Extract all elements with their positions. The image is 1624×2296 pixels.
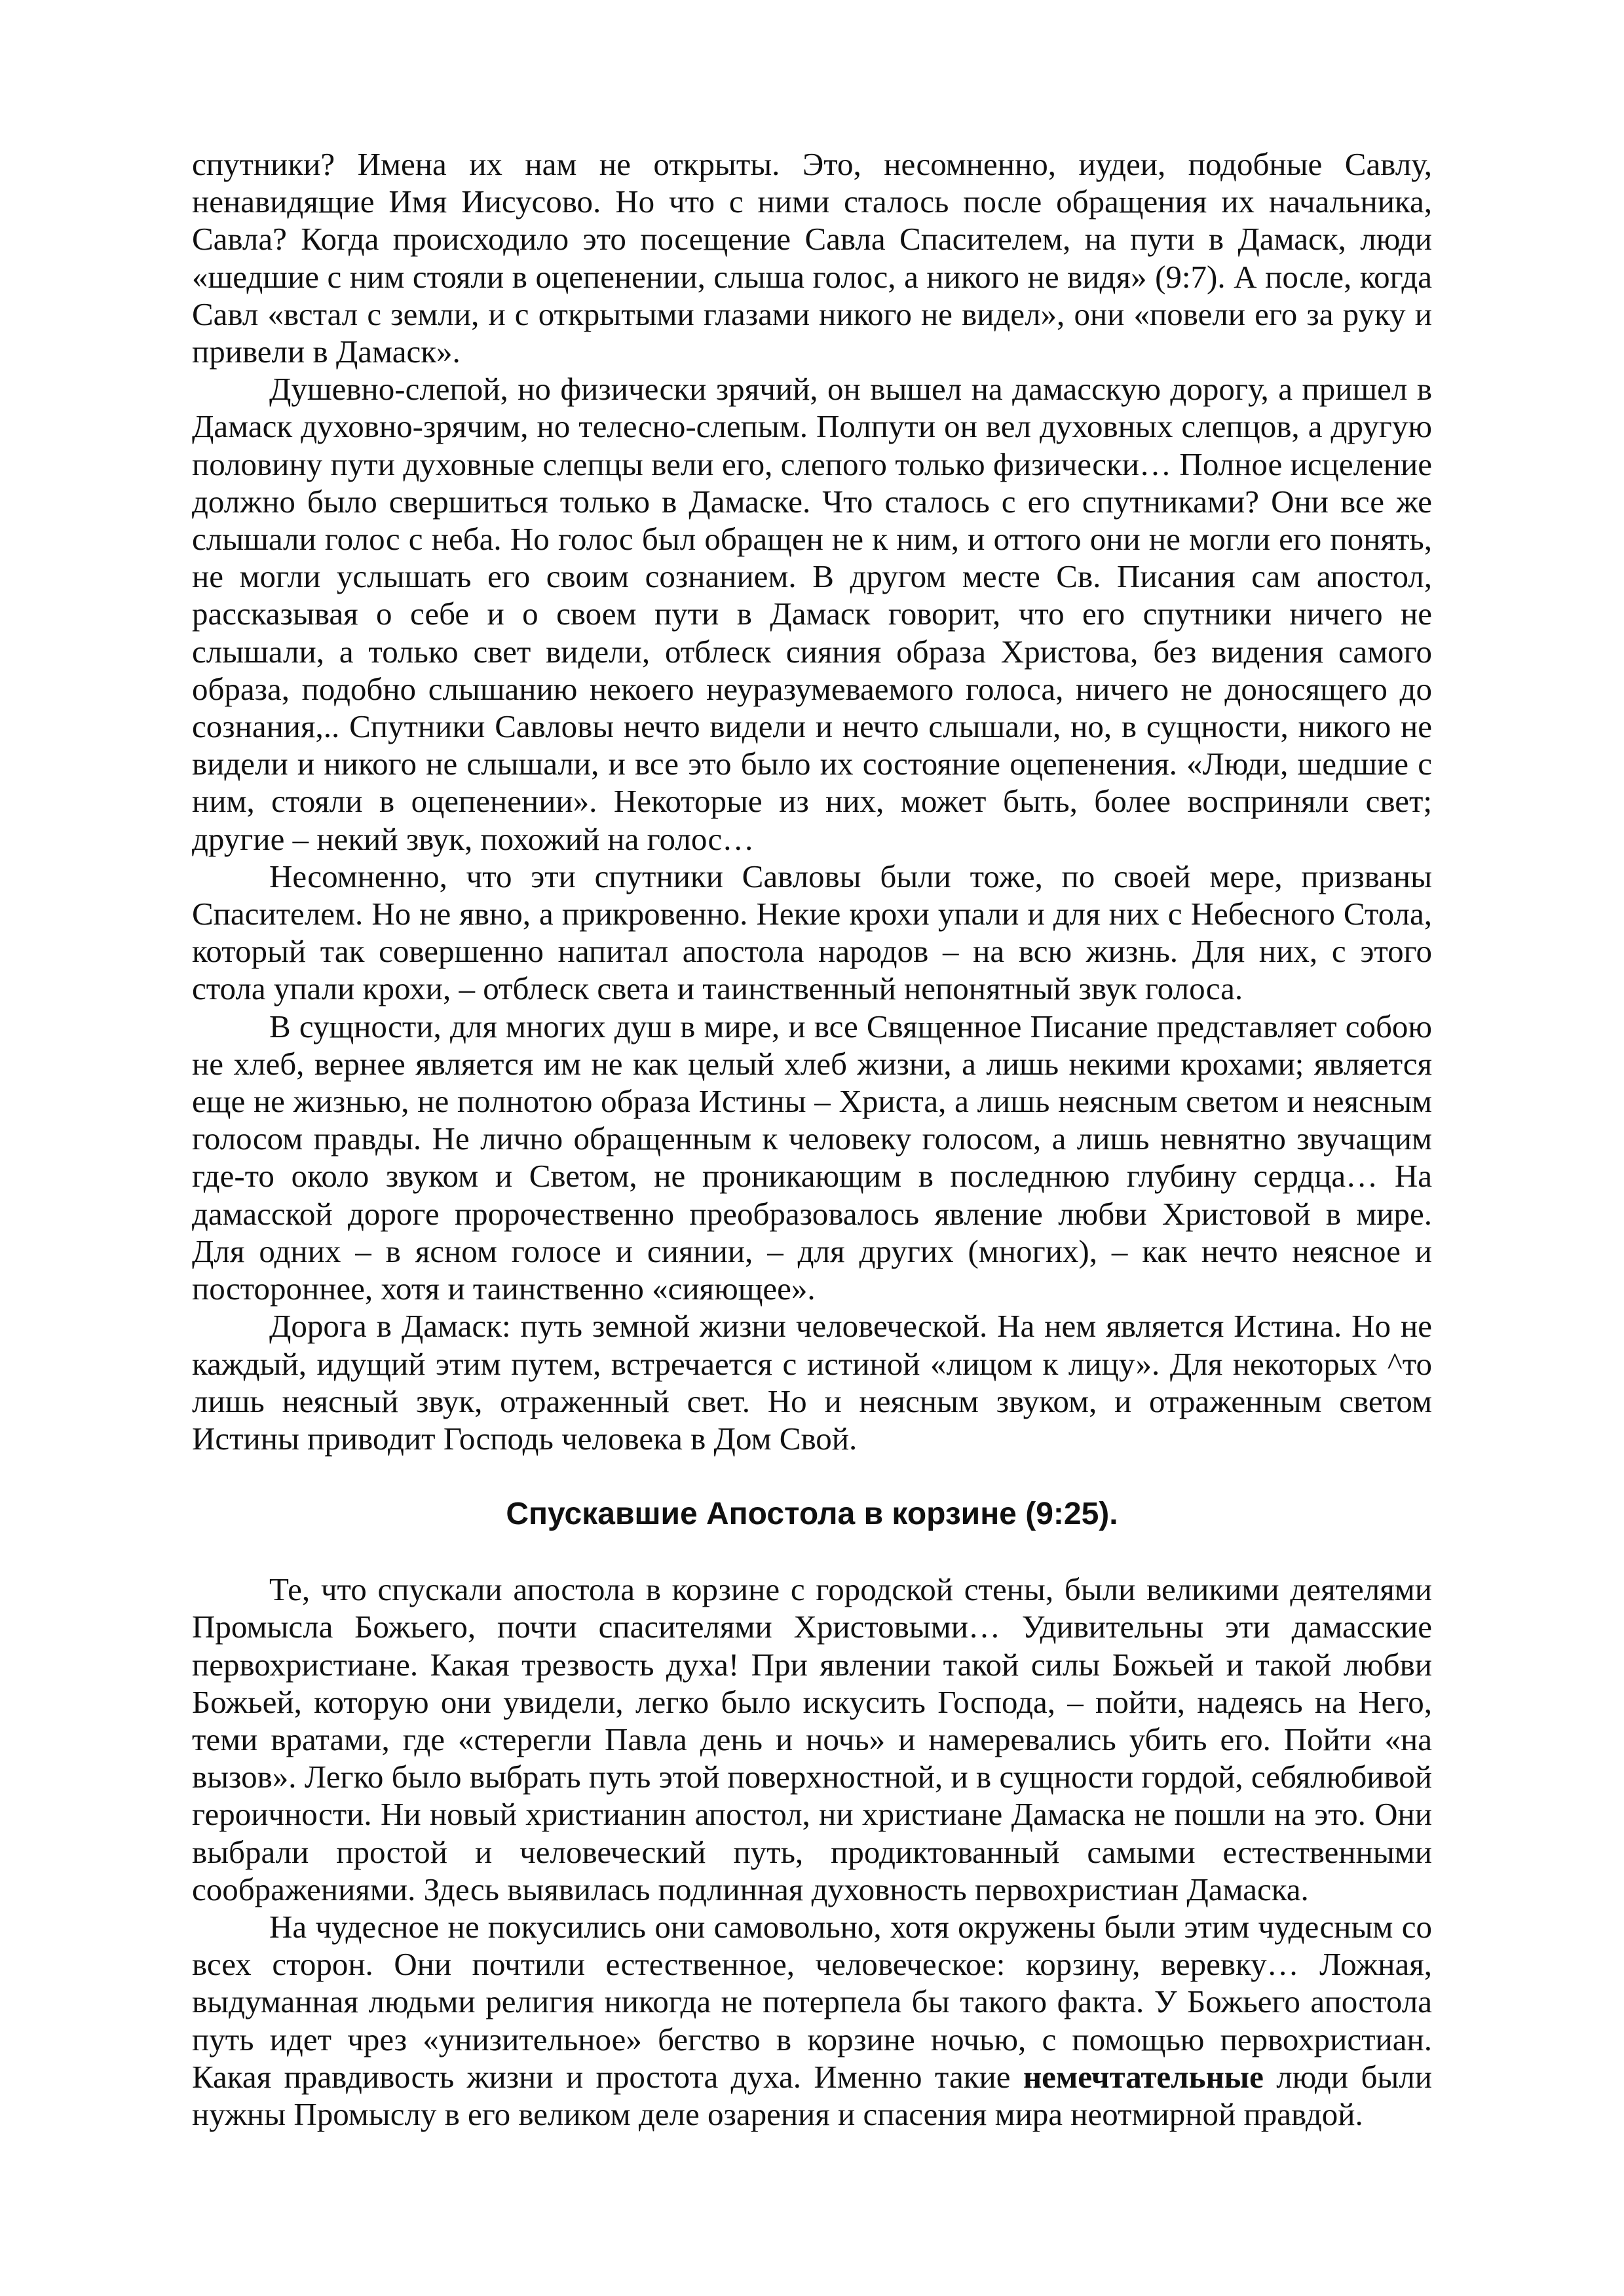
- paragraph-1: спутники? Имена их нам не открыты. Это, несомненно, иудеи, подобные Савлу, ненавидящие Имя Иисусово. Но что с ними сталось после обращения их начальника, Савла? Когда происходило это посещение Савла Спасителем, на пути в Дамаск, люди «шедшие с ним стояли в оцепенении, слыша голос, а никого не видя» (9:7). А после, когда Савл «встал с земли, и с открытыми глазами никого не видел», они «повели его за руку и привели в Дамаск».: [192, 146, 1432, 370]
- bold-word: немечтательные: [1023, 2058, 1264, 2095]
- paragraph-7-text-start: На чудесное не покусились они самовольно, хотя окружены были этим чудесным со всех сторон. Они почтили естественное, человеческое: корзину, веревку… Ложная, выдуманная людьми религия никогда не потерпела бы такого факта. У Божьего апостола путь идет чрез «унизительное» бегство в корзине ночью, с помощью первохристиан. Какая правдивость жизни и простота духа. Именно такие: [192, 1908, 1432, 2095]
- paragraph-7: [192, 1908, 1432, 2133]
- paragraph-5: Дорога в Дамаск: путь земной жизни человеческой. На нем является Истина. Но не каждый, идущий этим путем, встречается с истиной «лицом к лицу». Для некоторых ^то лишь неясный звук, отраженный свет. Но и неясным звуком, и отраженным светом Истины приводит Господь человека в Дом Свой.: [192, 1308, 1432, 1457]
- paragraph-3: Несомненно, что эти спутники Савловы были тоже, по своей мере, призваны Спасителем. Но не явно, а прикровенно. Некие крохи упали и для них с Небесного Стола, который так совершенно напитал апостола народов – на всю жизнь. Для них, с этого стола упали крохи, – отблеск света и таинственный непонятный звук голоса.: [192, 858, 1432, 1007]
- paragraph-6: Те, что спускали апостола в корзине с городской стены, были великими деятелями Промысла Божьего, почти спасителями Христовыми… Удивительны эти дамасские первохристиане. Какая трезвость духа! При явлении такой силы Божьей и такой любви Божьей, которую они увидели, легко было искусить Господа, – пойти, надеясь на Него, теми вратами, где «стерегли Павла день и ночь» и намеревались убить его. Пойти «на вызов». Легко было выбрать путь этой поверхностной, и в сущности гордой, себялюбивой героичности. Ни новый христианин апостол, ни христиане Дамаска не пошли на это. Они выбрали простой и человеческий путь, продиктованный самыми естественными соображениями. Здесь выявилась подлинная духовность первохристиан Дамаска.: [192, 1571, 1432, 1907]
- paragraph-7-text-end: люди были нужны Промыслу в его великом деле озарения и спасения мира неотмирной правдой.: [192, 2058, 1432, 2132]
- section-heading: Спускавшие Апостола в корзине (9:25).: [506, 1497, 1118, 1532]
- paragraph-2: Душевно-слепой, но физически зрячий, он вышел на дамасскую дорогу, а пришел в Дамаск духовно-зрячим, но телесно-слепым. Полпути он вел духовных слепцов, а другую половину пути духовные слепцы вели его, слепого только физически… Полное исцеление должно было свершиться только в Дамаске. Что сталось с его спутниками? Они все же слышали голос с неба. Но голос был обращен не к ним, и оттого они не могли его понять, не могли услышать его своим сознанием. В другом месте Св. Писания сам апостол, рассказывая о себе и о своем пути в Дамаск говорит, что его спутники ничего не слышали, а только свет видели, отблеск сияния образа Христова, без видения самого образа, подобно слышанию некоего неуразумеваемого голоса, ничего не доносящего до сознания,.. Спутники Савловы нечто видели и нечто слышали, но, в сущности, никого не видели и никого не слышали, и все это было их состояние оцепенения. «Люди, шедшие с ним, стояли в оцепенении». Некоторые из них, может быть, более восприняли свет; другие – некий звук, похожий на голос…: [192, 371, 1432, 857]
- paragraph-4: В сущности, для многих душ в мире, и все Священное Писание представляет собою не хлеб, вернее является им не как целый хлеб жизни, а лишь некими крохами; является еще не жизнью, не полнотою образа Истины – Христа, а лишь неясным светом и неясным голосом правды. Не лично обращенным к человеку голосом, а лишь невнятно звучащим где-то около звуком и Светом, не проникающим в последнюю глубину сердца… На дамасской дороге пророчественно преобразовалось явление любви Христовой в мире. Для одних – в ясном голосе и сиянии, – для других (многих), – как нечто неясное и постороннее, хотя и таинственно «сияющее».: [192, 1008, 1432, 1307]
- document-page: [192, 145, 1432, 2133]
